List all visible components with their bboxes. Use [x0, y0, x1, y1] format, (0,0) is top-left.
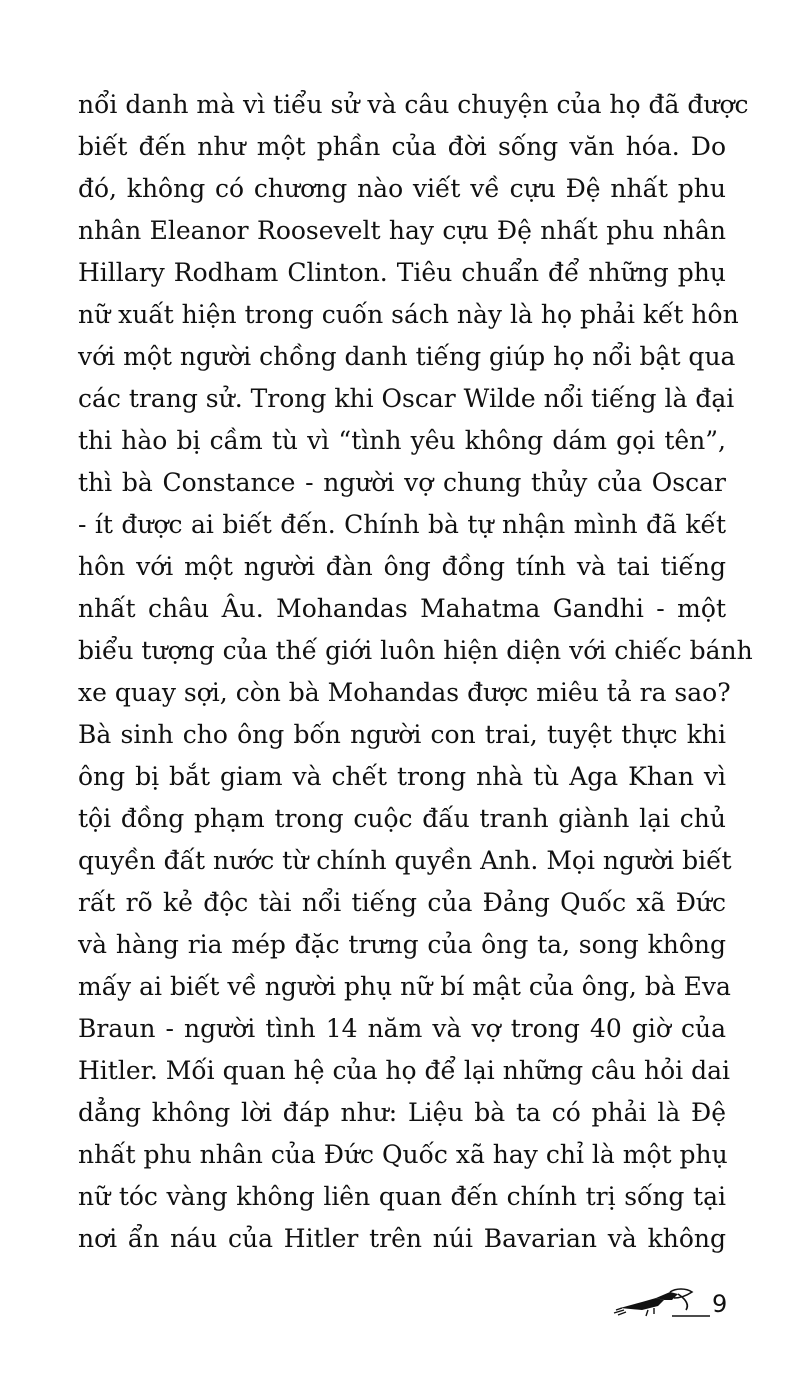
text-line: với một người chồng danh tiếng giúp họ nổi bật qua	[78, 342, 736, 371]
text-line: Braun - người tình 14 năm và vợ trong 40 giờ của	[78, 1014, 726, 1043]
text-line: nhất phu nhân của Đức Quốc xã hay chỉ là một phụ	[78, 1140, 728, 1169]
fountain-pen-icon	[612, 1286, 712, 1322]
text-line: - ít được ai biết đến. Chính bà tự nhận mình đã kết	[78, 510, 726, 539]
text-line: nữ xuất hiện trong cuốn sách này là họ phải kết hôn	[78, 300, 739, 329]
text-line: mấy ai biết về người phụ nữ bí mật của ông, bà Eva	[78, 972, 731, 1001]
text-line: hôn với một người đàn ông đồng tính và tai tiếng	[78, 552, 726, 581]
text-line: nữ tóc vàng không liên quan đến chính trị sống tại	[78, 1182, 726, 1211]
text-line: thì bà Constance - người vợ chung thủy của Oscar	[78, 468, 726, 497]
text-line: Hitler. Mối quan hệ của họ để lại những câu hỏi dai	[78, 1056, 731, 1085]
text-line: và hàng ria mép đặc trưng của ông ta, song không	[78, 930, 726, 959]
page-number: 9	[712, 1290, 728, 1318]
text-line: ông bị bắt giam và chết trong nhà tù Aga Khan vì	[78, 762, 726, 791]
text-line: các trang sử. Trong khi Oscar Wilde nổi tiếng là đại	[78, 384, 735, 413]
body-text	[78, 84, 753, 1260]
text-line: biểu tượng của thế giới luôn hiện diện với chiếc bánh	[78, 636, 753, 665]
text-line: nhân Eleanor Roosevelt hay cựu Đệ nhất phu nhân	[78, 216, 726, 245]
text-line: đó, không có chương nào viết về cựu Đệ nhất phu	[78, 174, 726, 203]
text-line: biết đến như một phần của đời sống văn hóa. Do	[78, 132, 726, 161]
text-line: xe quay sợi, còn bà Mohandas được miêu tả ra sao?	[78, 678, 731, 707]
text-line: rất rõ kẻ độc tài nổi tiếng của Đảng Quốc xã Đức	[78, 888, 726, 917]
text-line: quyền đất nước từ chính quyền Anh. Mọi người biết	[78, 846, 732, 875]
text-line: Hillary Rodham Clinton. Tiêu chuẩn để những phụ	[78, 258, 726, 287]
page-footer	[612, 1286, 732, 1326]
text-line: Bà sinh cho ông bốn người con trai, tuyệt thực khi	[78, 720, 726, 749]
text-line: dẳng không lời đáp như: Liệu bà ta có phải là Đệ	[78, 1098, 726, 1127]
text-line: nhất châu Âu. Mohandas Mahatma Gandhi - một	[78, 594, 726, 623]
text-line: thi hào bị cầm tù vì “tình yêu không dám gọi tên”,	[78, 426, 726, 455]
text-line: tội đồng phạm trong cuộc đấu tranh giành lại chủ	[78, 804, 726, 833]
text-line: nổi danh mà vì tiểu sử và câu chuyện của họ đã được	[78, 90, 749, 119]
text-line: nơi ẩn náu của Hitler trên núi Bavarian và không	[78, 1224, 726, 1253]
